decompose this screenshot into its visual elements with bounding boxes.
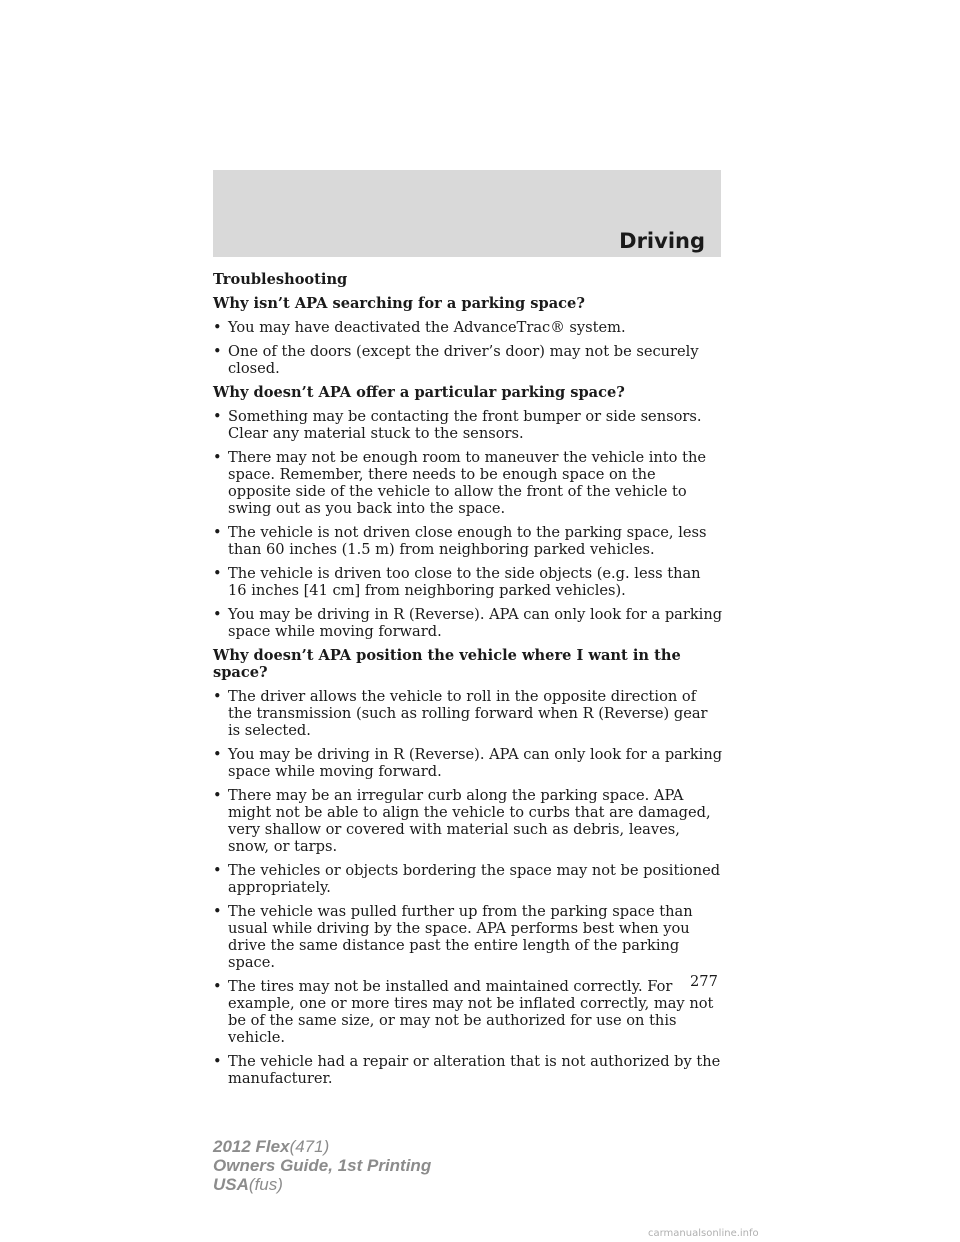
bullet-item: • You may have deactivated the AdvanceTrac® system.: [213, 319, 626, 336]
bullet-item: • One of the doors (except the driver’s door) may not be securely closed.: [213, 343, 699, 377]
bullet-list: [213, 688, 723, 1087]
bullet-item: • There may be an irregular curb along the parking space. APA might not be able to align the vehicle to curbs that are damaged, very shallow or covered with material such as debris, leaves, snow, or tarps.: [213, 787, 711, 855]
bullet-item: • You may be driving in R (Reverse). APA can only look for a parking space while moving forward.: [213, 746, 723, 780]
bullet-item: • There may not be enough room to maneuver the vehicle into the space. Remember, there needs to be enough space on the opposite side of the vehicle to allow the front of the vehicle to swing out as you back into the space.: [213, 449, 706, 517]
question-heading: Why isn’t APA searching for a parking space?: [213, 295, 585, 312]
question-heading: Why doesn’t APA position the vehicle where I want in the space?: [213, 647, 681, 681]
page-number: 277: [690, 973, 718, 990]
section-title: Driving: [619, 229, 705, 253]
bullet-icon: •: [213, 862, 222, 879]
bullet-list: [213, 319, 723, 377]
bullet-item: • The vehicles or objects bordering the space may not be positioned appropriately.: [213, 862, 721, 896]
bullet-icon: •: [213, 408, 222, 425]
bullet-item: • The vehicle is driven too close to the side objects (e.g. less than 16 inches [41 cm] from neighboring parked vehicles).: [213, 565, 701, 599]
bullet-icon: •: [213, 746, 222, 763]
bullet-icon: •: [213, 449, 222, 466]
bullet-icon: •: [213, 903, 222, 920]
bullet-icon: •: [213, 787, 222, 804]
bullet-item: • The vehicle is not driven close enough to the parking space, less than 60 inches (1.5 m) from neighboring parked vehicles.: [213, 524, 707, 558]
bullet-list: [213, 408, 723, 640]
page-content: [213, 271, 723, 1094]
footer-line: 2012 Flex(471): [213, 1137, 330, 1156]
bullet-icon: •: [213, 606, 222, 623]
bullet-icon: •: [213, 565, 222, 582]
question-heading: Why doesn’t APA offer a particular parking space?: [213, 384, 625, 401]
bullet-icon: •: [213, 343, 222, 360]
footer-line: Owners Guide, 1st Printing: [213, 1156, 432, 1175]
watermark-text: carmanualsonline.info: [648, 1228, 759, 1239]
bullet-item: • The tires may not be installed and maintained correctly. For example, one or more tires may not be inflated correctly, may not be of the same size, or may not be authorized for use on this vehicle.: [213, 978, 714, 1046]
section-heading: Troubleshooting: [213, 271, 348, 288]
section-header-band: [213, 170, 721, 257]
bullet-item: • Something may be contacting the front bumper or side sensors. Clear any material stuck to the sensors.: [213, 408, 702, 442]
bullet-item: • The driver allows the vehicle to roll in the opposite direction of the transmission (such as rolling forward when R (Reverse) gear is selected.: [213, 688, 708, 739]
footer-line: USA(fus): [213, 1175, 283, 1194]
print-footer: [213, 1137, 431, 1194]
bullet-icon: •: [213, 688, 222, 705]
bullet-icon: •: [213, 524, 222, 541]
bullet-item: • The vehicle was pulled further up from the parking space than usual while driving by the space. APA performs best when you drive the same distance past the entire length of the parking space.: [213, 903, 693, 971]
bullet-icon: •: [213, 1053, 222, 1070]
bullet-item: • You may be driving in R (Reverse). APA can only look for a parking space while moving forward.: [213, 606, 723, 640]
bullet-icon: •: [213, 978, 222, 995]
bullet-item: • The vehicle had a repair or alteration that is not authorized by the manufacturer.: [213, 1053, 721, 1087]
bullet-icon: •: [213, 319, 222, 336]
